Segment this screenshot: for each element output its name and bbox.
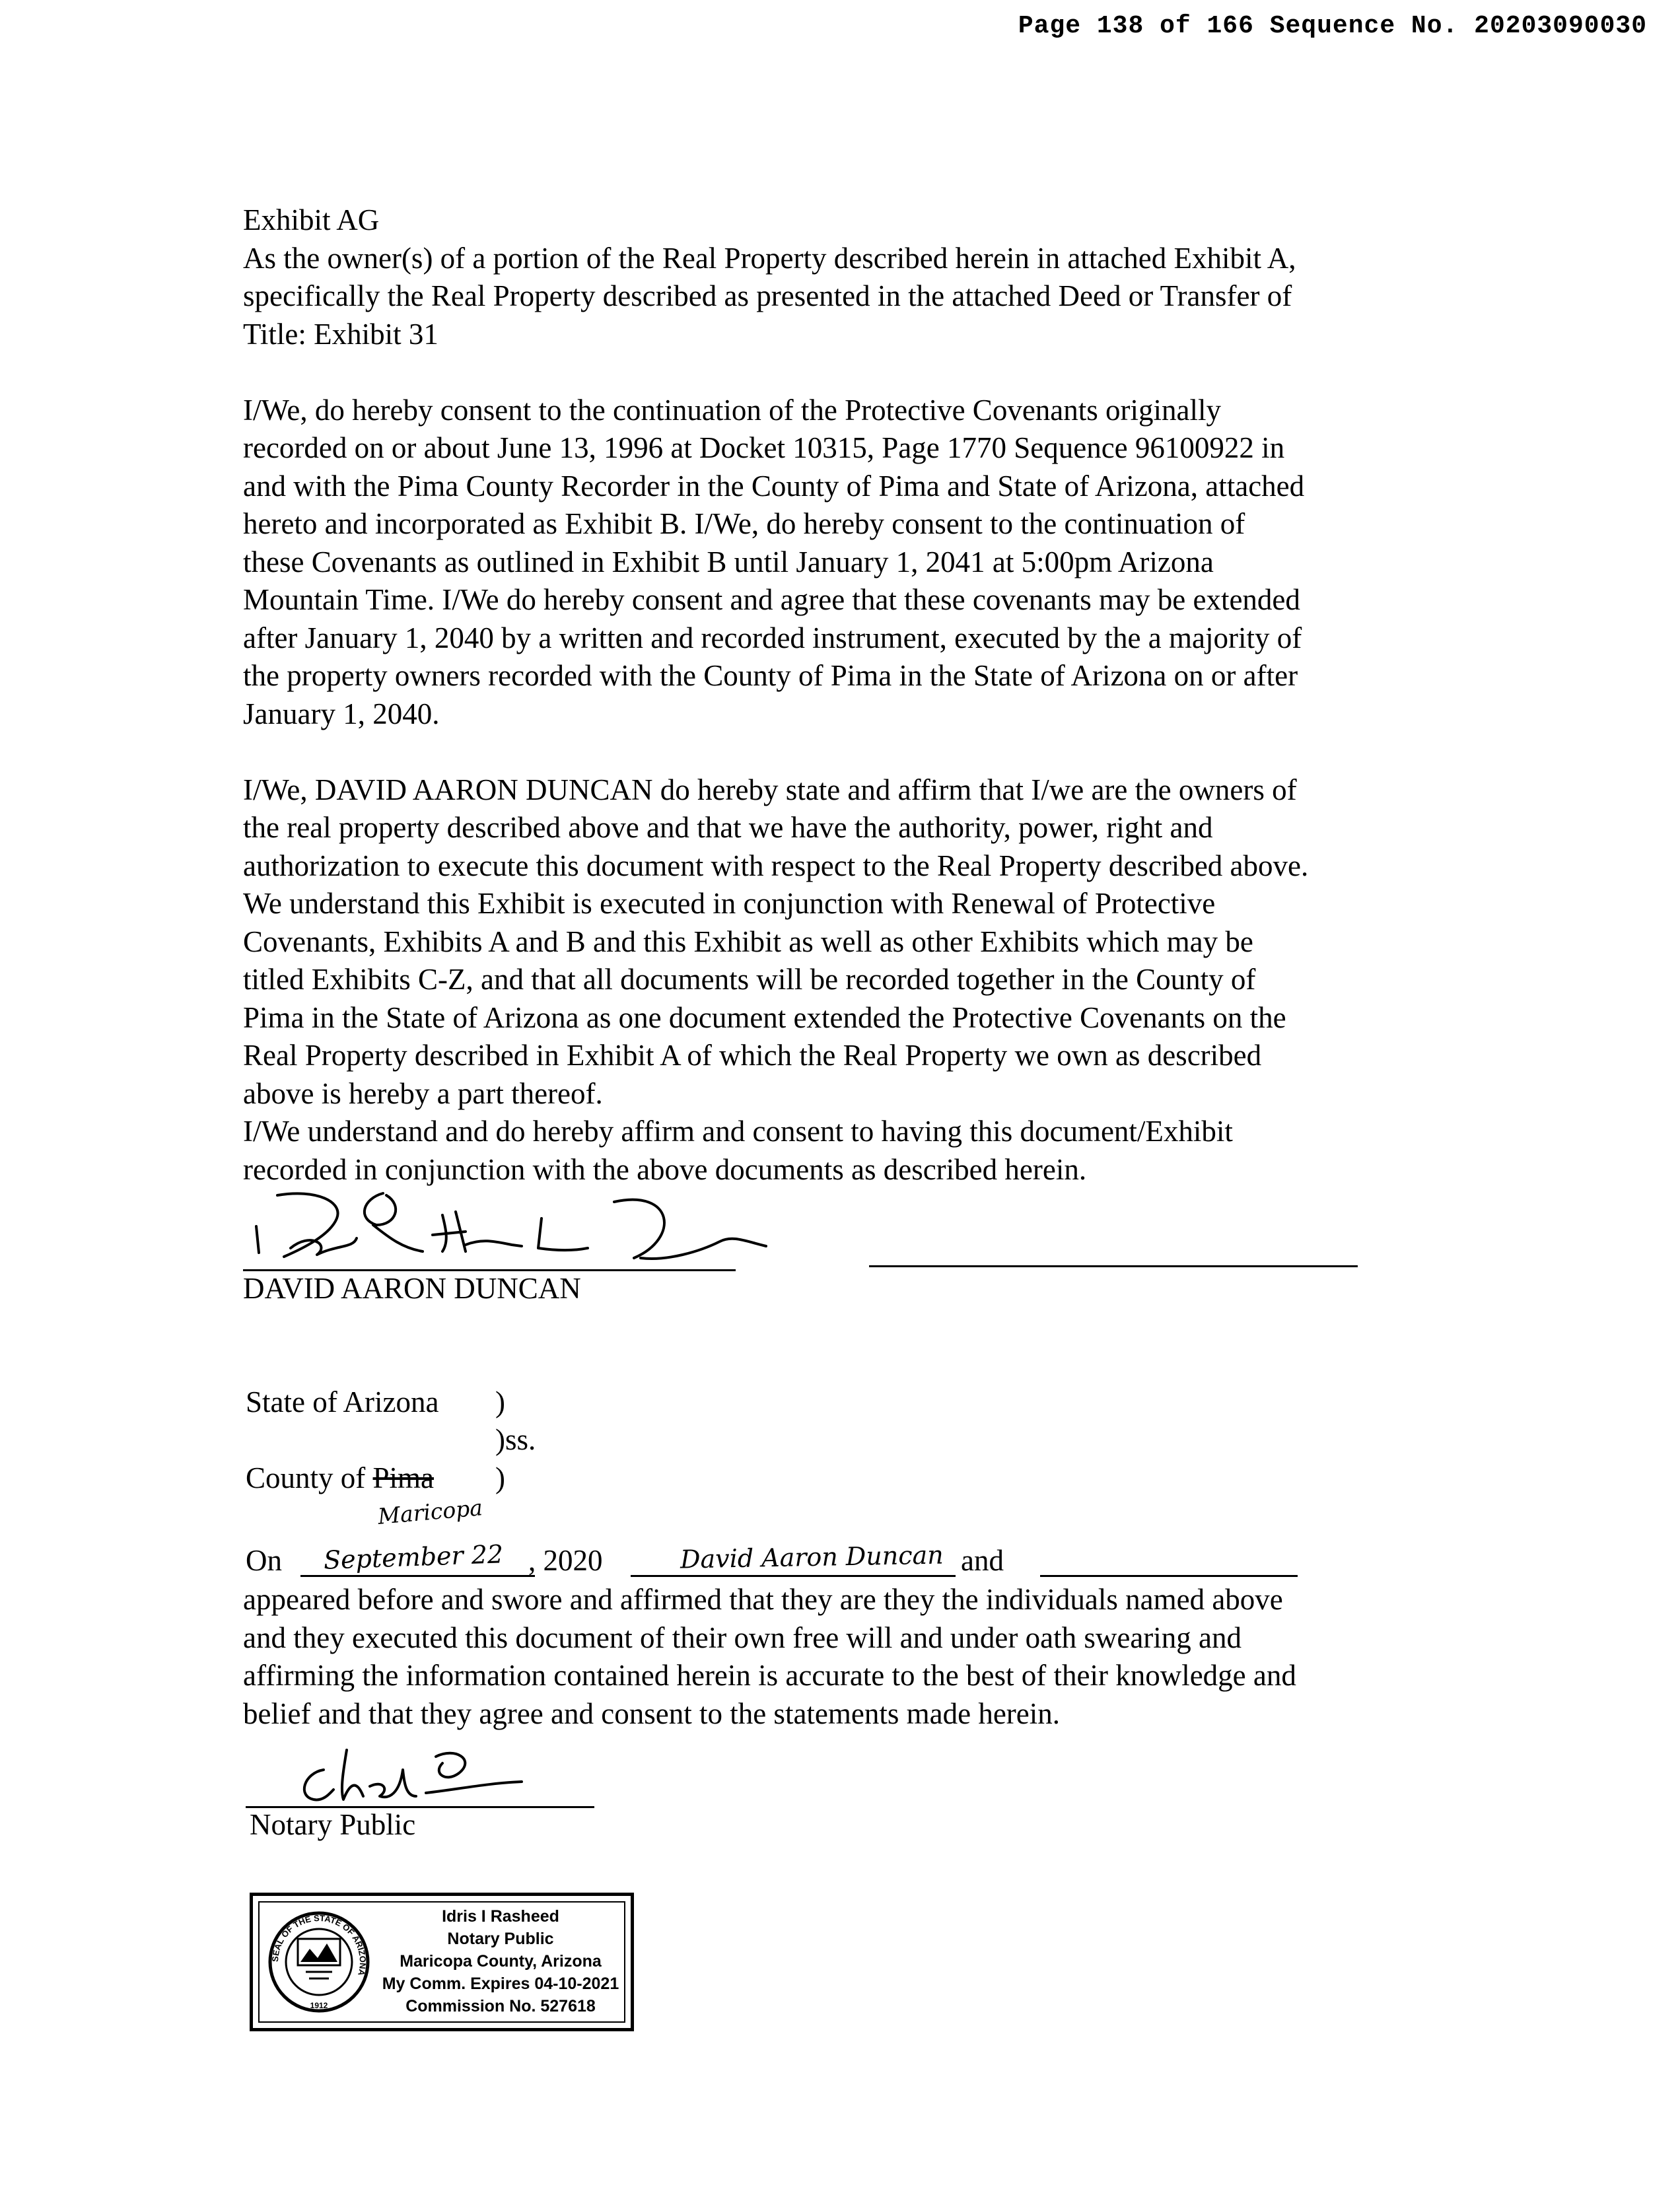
- county-paren: ): [495, 1461, 505, 1494]
- affirm-line: Covenants, Exhibits A and B and this Exhibit as well as other Exhibits which may be: [243, 925, 1253, 958]
- county-label-text: County of: [246, 1461, 366, 1494]
- stamp-expires: My Comm. Expires 04-10-2021: [382, 1975, 619, 1993]
- owner-signature: [244, 1185, 773, 1271]
- exhibit-title: Exhibit AG: [243, 203, 380, 236]
- notary-signature: [284, 1743, 535, 1809]
- second-owner-signature-line: [869, 1265, 1358, 1267]
- state-seal-icon: [266, 1909, 372, 2015]
- consent-paragraph: [243, 392, 1425, 734]
- county-struck: Pima: [372, 1461, 435, 1494]
- intro-line: As the owner(s) of a portion of the Real Property described herein in attached Exhibit A,: [243, 241, 1296, 275]
- stamp-commission: Commission No. 527618: [405, 1997, 596, 2015]
- affirm-line: Pima in the State of Arizona as one document extended the Protective Covenants on the: [243, 1000, 1286, 1034]
- affirm-line: We understand this Exhibit is executed in conjunction with Renewal of Protective: [243, 887, 1216, 920]
- intro-paragraph: [243, 240, 1425, 354]
- consent-line: after January 1, 2040 by a written and recorded instrument, executed by the a majority of: [243, 621, 1302, 654]
- name-blank-line: [631, 1575, 956, 1577]
- year-text: , 2020: [528, 1544, 603, 1577]
- ss-label: )ss.: [495, 1423, 536, 1456]
- date-handwritten: September 22: [323, 1539, 504, 1575]
- statement-line: affirming the information contained herein is accurate to the best of their knowledge and: [243, 1659, 1296, 1692]
- consent-line: these Covenants as outlined in Exhibit B until January 1, 2041 at 5:00pm Arizona: [243, 545, 1214, 578]
- consent-line: Mountain Time. I/We do hereby consent and agree that these covenants may be extended: [243, 583, 1300, 616]
- state-paren: ): [495, 1385, 505, 1418]
- consent-line: I/We, do hereby consent to the continuation of the Protective Covenants originally: [243, 393, 1222, 427]
- affirm-paragraph: [243, 771, 1425, 1189]
- date-blank-line: [300, 1575, 535, 1577]
- document-body: [243, 201, 1425, 1189]
- notary-stamp: [250, 1893, 634, 2031]
- stamp-county: Maricopa County, Arizona: [400, 1952, 602, 1971]
- affirm-line: Real Property described in Exhibit A of which the Real Property we own as described: [243, 1039, 1262, 1072]
- consent-line: hereto and incorporated as Exhibit B. I/We, do hereby consent to the continuation of: [243, 507, 1245, 540]
- affirm-line: above is hereby a part thereof.: [243, 1076, 603, 1110]
- svg-text:SEAL OF THE STATE OF ARIZONA: SEAL OF THE STATE OF ARIZONA: [269, 1912, 368, 1977]
- affirm-line: titled Exhibits C-Z, and that all documents will be recorded together in the County of: [243, 963, 1256, 996]
- affirm-line: I/We understand and do hereby affirm and consent to having this document/Exhibit: [243, 1115, 1233, 1148]
- stamp-text: [378, 1905, 623, 2017]
- on-label: On: [246, 1544, 282, 1577]
- owner-printed-name: DAVID AARON DUNCAN: [243, 1272, 581, 1305]
- consent-line: January 1, 2040.: [243, 697, 440, 730]
- stamp-title: Notary Public: [447, 1930, 554, 1948]
- affirm-line: the real property described above and that we have the authority, power, right and: [243, 811, 1213, 844]
- affirm-line: recorded in conjunction with the above documents as described herein.: [243, 1152, 1087, 1186]
- state-label: State of Arizona: [246, 1385, 439, 1418]
- and-label: and: [961, 1544, 1004, 1577]
- statement-line: appeared before and swore and affirmed that they are they the individuals named above: [243, 1583, 1283, 1616]
- statement-line: and they executed this document of their own free will and under oath swearing and: [243, 1621, 1242, 1654]
- consent-line: recorded on or about June 13, 1996 at Docket 10315, Page 1770 Sequence 96100922 in: [243, 431, 1285, 464]
- consent-line: and with the Pima County Recorder in the County of Pima and State of Arizona, attached: [243, 469, 1305, 503]
- consent-line: the property owners recorded with the County of Pima in the State of Arizona on or after: [243, 659, 1298, 692]
- notary-statement: [243, 1581, 1425, 1733]
- page-header: Page 138 of 166 Sequence No. 20203090030: [1018, 12, 1647, 40]
- notary-public-label: Notary Public: [250, 1808, 416, 1841]
- name-handwritten: David Aaron Duncan: [680, 1540, 944, 1574]
- intro-line: Title: Exhibit 31: [243, 317, 438, 351]
- county-label: [246, 1461, 434, 1495]
- affirm-line: authorization to execute this document with respect to the Real Property described above.: [243, 849, 1309, 882]
- svg-text:1912: 1912: [310, 2001, 328, 2010]
- statement-line: belief and that they agree and consent to the statements made herein.: [243, 1696, 1061, 1730]
- affirm-line: I/We, DAVID AARON DUNCAN do hereby state and affirm that I/we are the owners of: [243, 773, 1297, 806]
- stamp-name: Idris I Rasheed: [442, 1907, 559, 1926]
- second-name-blank-line: [1040, 1575, 1298, 1577]
- county-handwritten: Maricopa: [376, 1494, 484, 1529]
- intro-line: specifically the Real Property described as presented in the attached Deed or Transfer of: [243, 279, 1292, 312]
